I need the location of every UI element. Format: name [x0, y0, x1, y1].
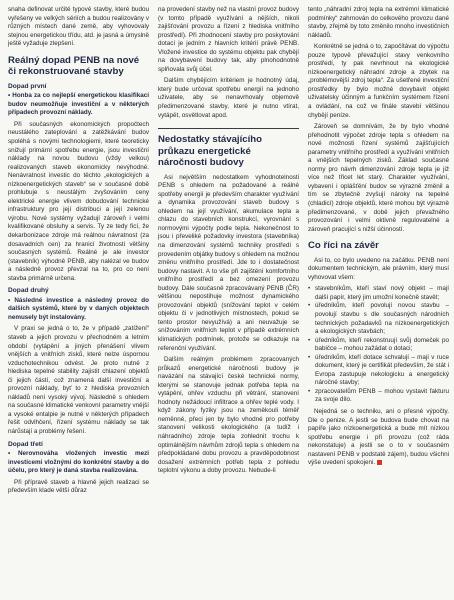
paragraph: Asi největším nedostatkem vyhodnotelnosti PENB s ohledem na požadované a reálné spotřeby energií je především charakter využívání a dynamika provozování staveb budovy s ohledem na její využívání, akumulace tepla a chlazu do stavebních konstrukcí, vyrovnání s normovými výpočty podle tepla. Nekonečnost to jsou i převeliké požadovky investora (stavebníka) na dimenzování systémů techniky prostředí s provedením objátky budovy s ohledem na možnou změnu vnitřního prostředí. Jde to i dostatečnost budovy nastavit. A to vše při zajištění komfortního vnitřního prostředí a bez omezení provozu budovy. Dále současně zpracovávaný PENB (ČR) většinou nepostihuje možnost dynamického provozování objektů (snížování teplot v celém objektu či v jednotlivých místnostech, pokud se tento prostor nevyužívá) a ani neuvažuje se snížováním vnitřních teplot v případě extrémních klimatických podmínek, protože se odkazuje na referenční využívání. — [158, 173, 299, 352]
end-of-article-mark — [377, 460, 382, 465]
section-title-box — [158, 128, 299, 169]
column-3 — [308, 6, 449, 600]
paragraph: Při současných ekonomických propočtech neustálého zateplování a zatěžkávání budov spoléhá s novými technologiemi, které teoreticky snižují primární spotřebu energie, jsou investiční náklady na novou budovu (vždy velkou) realizovaných staveb ekonomicky nevýhodné. Nenávratnost investic do těchto „ekologických a nízkoenergetických staveb“ se v současné době prohlubuje s neustálým zvyšováním ceny elektrické energie vlivem dobudování technické infrastruktury pro její distribuci a její zelenou výrobu. Nové systémy vyžadují zároveň i velmi kvalifikované obsluhy a servis. Ty ze tedy ficí, že dekarbonizace zdroje má reálnou návratnost (za dosavadních cen) za hranicí životnosti většiny současných systémů. Reálné je ale investor (stavebník) výhodně PENB, aby nalézal ve budov a následně provoz převzal na to, pro co není stavba primárně určena. — [8, 120, 149, 282]
paragraph: Zároveň se domnívám, že by bylo vhodné přehodnotit výpočet zdroje tepla s ohledem na nové možnosti řízení systémů zajišťujících parametry vnitřního prostředí a využívání vnitřních a vnějších tepelných zisků. Základ současné normy pro návrh dimenzování zdroje tepla je již více než třicet let starý. Charakter využívání, vybavení i oplášťění budov se výrazně změnil a tím se zbytečně zvyšují nároky na tepelné (chladicí) zdroje objektů, které mohou být výrazně předimenzované, v době jejich převažného provozování i velmi oktivně regulovatelné a zároveň pracující s nižší účinností. — [308, 123, 449, 233]
bullet-list — [308, 285, 449, 405]
paragraph: Dalším reálným problémem zpracovaných průkazů energetické náročnosti budovy je navázání na stávající české technické normy, kterými se stanovuje jednak potřeba tepla na vytápění, ohřev vzduchu při větrání, stanovení hodnoty nežádoucí infiltrace a ohřev teplé vody. I když zákony fyziky jsou na zeměkouli téměř neměnné, přeci jen by bylo vhodné pro potřeby stanovení velikosti ekologického (a tudíž i náhradního) zdroje tepla zohlednit trochu k optimálnějším návrhům zdrojů tepla s ohledem na předpokládané dobu provozu a pravděpodobnost dosažení extrémních potřeb tepla z pohledu teplotní výkonu a doby provozu. Nebude-li — [158, 356, 299, 475]
section-heading: Reálný dopad PENB na nové či rekonstruované stavby — [8, 54, 140, 78]
list-item: • úředníkům, kteří rekonstruují svůj domeček po babičce – mohou zažádat o dotaci; — [308, 337, 449, 354]
lead-paragraph: • Následné investice a následný provoz do dalších systémů, které by v daných objektech nemusely být instalovány. — [8, 296, 149, 321]
paragraph: Konkrétně se jedná o to, započítávat do výpočtu pouze typově převažující stavy venkovního prostředí, ty pak nevrhnout na ekologické nízkoenergetický náhradní zdroje a zbytek na „problémovější zdroj tepla“. Za ušetřené investiční prostředky by bylo možné dovybavit objekt uživatelsky účinným a funkčním systémem řízení a ovládání, na což ve finále stavebí většinou chybějí peníze. — [308, 43, 449, 119]
column-1 — [8, 6, 149, 600]
section-heading: Co říci na závěr — [308, 240, 379, 252]
lead-paragraph: • Honba za co nejlepší energetickou klasifikací budov neumožňuje investiční a v některých případech provozní náklady. — [8, 92, 149, 117]
lead-paragraph: • Nerovnováha vložených investic mezi investicemi vložnými do konkrétní stavby a do účelu, pro který je daná stavba realizována. — [8, 450, 149, 475]
paragraph: na provedení stavby než na vlastní provoz budovy (v tomto případě využívání a nějších, nikoli zajišťování provozu a řízení z hlediska vnitřního prostředí). Při zhodnocení stavby pro poskytování dotací je jedním z hlavních kritérií právě PENB. Vložené investice do systému objektu pak chybějí na dovybavení budovy tak, aby plnohodnotně splňovala svůj účel. — [158, 6, 299, 73]
list-item: • úředníkům, kteří dotace schvalují – mají v ruce dokument, který je certifikát především, že stát i Evropa zastupuje nekologicku a energetický náročné stavby; — [308, 354, 449, 388]
section-heading: Nedostatky stávajícího průkazu energetické náročnosti budovy — [158, 134, 262, 169]
list-item: • zpracovatelům PENB – mohou vystavit fakturu za svoje dílo. — [308, 388, 449, 405]
list-item: • úředníkům, kteří povolují novou stavbu – povolují stavbu s dle současných národních technických požadavků na nízkoenergetických a ekologických stavbách; — [308, 302, 449, 336]
paragraph: tento „náhradní zdroj tepla na extrémní klimatické podmínky“ zahrnován do celkového provozu dané stavby, zřejmě by toto změnilo mnoho investičních nákladů. — [308, 6, 449, 39]
column-2 — [158, 6, 299, 600]
closing-text: Nejedná se o techniku, ani o přesné výpočty. Dle o penize. A jestli se budova bude chovat na papíře jako nízkoenergetická a bude mít nízkou spotřebu energie i při provozu (což ráda nekonstatuje) a jestli se o to v současném nastavení PENB v podstatě zájem), budou všichni výše uvedení spokojeni. — [308, 408, 449, 467]
subheading: Dopad druhý — [8, 287, 49, 295]
paragraph: Při přípravě staveb a hlavně jejich realizaci se především klade větší důraz — [8, 478, 149, 495]
paragraph: V praxi se jedná o to, že v případě „zatížení“ staveb a jejich provozu v přechodném a letním období (vytápění a jiných přenášení vlivem vnějších a vnitřních zisků, které nelze úspornou vzduchotechnikou odvést. Je proto nutné z hlediska tepelné stability zajistit chlazení objektů či jejich částí, což znamená další investiční a provozní náklady, byť to z hlediska provozních nákladů není vysoký vývoj. Následně s ohledem na současné klimatické venkovní parametry vnější a vysoké entalpie je nutné v některých případech řešit odvlhčení, řízení systému náklady se tak nárůstají a problémy řešení. — [8, 325, 149, 435]
subheading: Dopad první — [8, 82, 47, 90]
list-item: • stavebníkům, kteří staví nový objekt – mají další papír, který jim umožní konečně stavět; — [308, 285, 449, 302]
paragraph: Dalším chybějícím kritériem je hodnotný údaj, který bude určovat spotřebu energií na jednoho uživatele, aby se nenavrhovaly objemově předimenzované stavby, které je nutno vtírat, vytápět, osvětlovat apod. — [158, 77, 299, 119]
paragraph: snaha definovat určité typové stavby, které budou vyřešeny ve velkých sériích a budou realizovány v různých místech dané země, aby vyhovovaly stejnou energetickou třídu, atd. je jasná a úmyslně ještě vyžaduje zlepšení. — [8, 6, 149, 48]
paragraph: Asi to, co bylo uvedeno na začátku. PENB není dokumentem technickým, ale právním, který musí vyhovovat všem: — [308, 256, 449, 281]
closing-paragraph — [308, 408, 449, 468]
subheading: Dopad třetí — [8, 440, 43, 448]
